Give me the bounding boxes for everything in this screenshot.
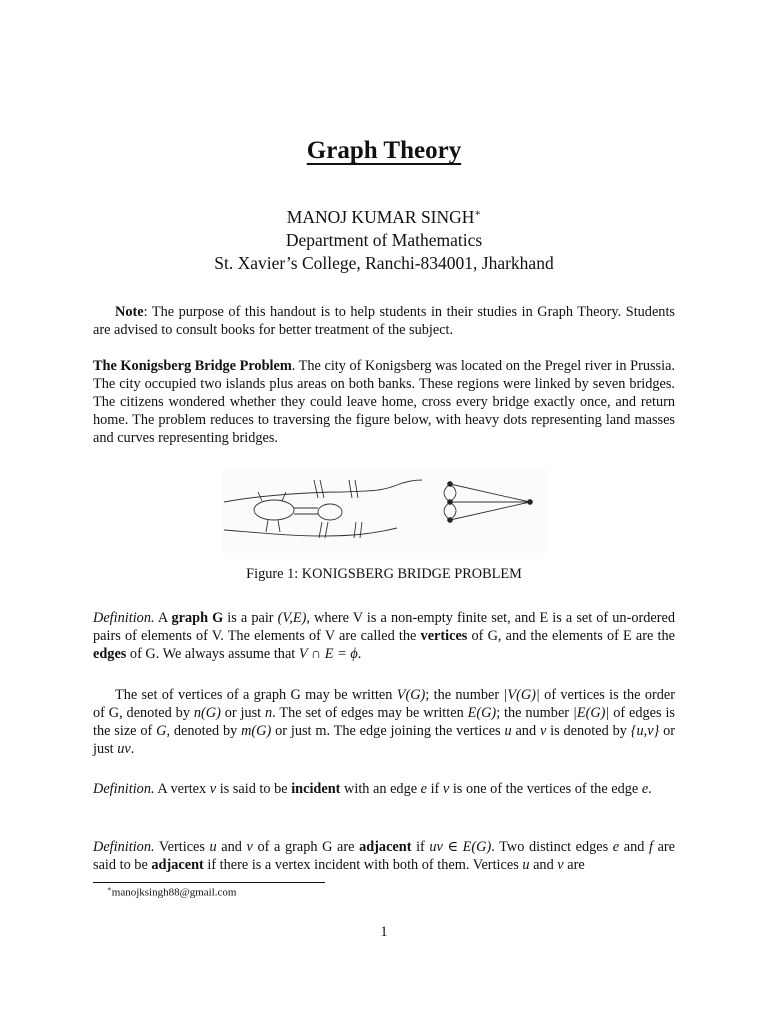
math-v: v [442, 781, 450, 797]
term-edges: edges [93, 646, 127, 662]
page-number: 1 [380, 924, 388, 940]
title-text: Graph Theory [306, 137, 462, 164]
river-map [224, 480, 422, 538]
konigsberg-figure-drawing [222, 470, 548, 553]
math-v: v [539, 723, 547, 739]
math-mg: m(G) [241, 723, 272, 739]
definition-text: and [619, 839, 649, 855]
paragraph-text: and [511, 723, 540, 739]
math-pair: (V,E) [277, 610, 307, 626]
vertices-edges-paragraph [93, 686, 675, 758]
math-uv-set: {u,v} [630, 723, 660, 739]
author-block [0, 202, 768, 275]
definition-text: are [563, 857, 585, 873]
graph-edge-5 [450, 484, 530, 502]
paragraph-text: , denoted by [166, 723, 242, 739]
footnote [107, 885, 236, 899]
term-adjacent: adjacent [359, 839, 412, 855]
paragraph-text: . The set of edges may be written [272, 705, 468, 721]
definition-adjacent [93, 838, 675, 874]
math-v: v [557, 857, 564, 873]
paragraph-text: ; the number [496, 705, 573, 721]
definition-text: if [411, 839, 430, 855]
definition-text: of a graph G are [252, 839, 360, 855]
definition-label: Definition. [93, 610, 155, 626]
definition-text: . [357, 646, 362, 662]
paragraph-text: or just m. The edge joining the vertices [271, 723, 505, 739]
note-label: Note [115, 304, 144, 320]
definition-text: and [216, 839, 247, 855]
definition-text: . Two distinct edges [491, 839, 613, 855]
term-graph: graph G [171, 610, 224, 626]
math-uv: uv [117, 741, 131, 757]
definition-text: . [648, 781, 652, 797]
definition-text: are said to be [93, 839, 676, 873]
paragraph-text: is denoted by [546, 723, 631, 739]
math-f: f [649, 839, 653, 855]
math-size: |E(G)| [572, 705, 610, 721]
konigsberg-label: The Konigsberg Bridge Problem [93, 358, 292, 374]
term-adjacent-edges: adjacent [151, 857, 204, 873]
definition-text: of G, and the elements of E are the [467, 628, 675, 644]
math-e: e [641, 781, 649, 797]
definition-text: A [154, 610, 172, 626]
paragraph-text: The set of vertices of a graph G may be written [115, 687, 397, 703]
graph-edge-7 [450, 502, 530, 520]
math-uv-in-eg: uv ∈ E(G) [429, 839, 492, 855]
bridge-1 [314, 480, 324, 498]
math-order: |V(G)| [503, 687, 540, 703]
konigsberg-paragraph [93, 357, 675, 447]
author-name: MANOJ KUMAR SINGH [286, 206, 475, 227]
riverbank-north [224, 480, 422, 502]
footnote-mark: ∗ [107, 885, 112, 893]
graph-vertex-island [448, 500, 453, 505]
paragraph-text: of edges is the size of [93, 705, 675, 739]
definition-text: and [529, 857, 558, 873]
definition-text: with an edge [340, 781, 421, 797]
bridge-graph [444, 482, 532, 523]
author-department: Department of Mathematics [285, 229, 483, 250]
konigsberg-text: . The city of Konigsberg was located on the Pregel river in Prussia. The city occupied two islands plus areas on both banks. These regions were linked by seven bridges. The citizens wondered whether they could leave home, cross every bridge exactly once, and return home. The problem reduces to traversing the figure below, with heavy dots representing land masses and curves representing bridges. [93, 358, 675, 446]
figure-caption: Figure 1: KONIGSBERG BRIDGE PROBLEM [246, 566, 522, 582]
bridge-7 [266, 520, 280, 532]
math-u: u [209, 839, 217, 855]
definition-label: Definition. [93, 839, 155, 855]
definition-text: if there is a vertex incident with both of them. Vertices [203, 857, 523, 873]
math-v: v [246, 839, 253, 855]
definition-text: is a pair [223, 610, 278, 626]
definition-text: if [427, 781, 443, 797]
paragraph-text: . [130, 741, 135, 757]
riverbank-south [224, 528, 397, 536]
paragraph-text: ; the number [425, 687, 504, 703]
math-vg: V(G) [396, 687, 426, 703]
definition-label: Definition. [93, 781, 155, 797]
graph-vertex-south [448, 518, 453, 523]
bridge-2 [349, 480, 358, 498]
island-large [254, 500, 294, 520]
footnote-email[interactable]: manojksingh88@gmail.com [111, 886, 237, 899]
graph-vertex-east [528, 500, 533, 505]
math-v: v [209, 781, 217, 797]
note-paragraph [93, 303, 675, 339]
math-e: e [612, 839, 620, 855]
math-ng: n(G) [193, 705, 221, 721]
math-u: u [522, 857, 530, 873]
bridge-5 [294, 508, 318, 514]
math-eg: E(G) [467, 705, 497, 721]
math-e: e [420, 781, 428, 797]
bridge-4 [354, 522, 362, 538]
math-n: n [265, 705, 273, 721]
paragraph-text: or just [93, 723, 676, 757]
definition-text: of G. We always assume that [126, 646, 299, 662]
definition-text: A vertex [154, 781, 210, 797]
paragraph-text: or just [220, 705, 266, 721]
definition-text: Vertices [154, 839, 210, 855]
island-small [318, 504, 342, 520]
definition-text: is said to be [216, 781, 292, 797]
paragraph-text: of vertices is the order of G, denoted by [93, 687, 675, 721]
definition-graph [93, 609, 675, 663]
footnote-rule [93, 882, 325, 883]
math-intersection: V ∩ E = ϕ [298, 646, 358, 662]
term-incident: incident [291, 781, 341, 797]
definition-text: , where V is a non-empty finite set, and E is a set of un-ordered pairs of elements of V. The elements of V are called the [93, 610, 675, 644]
math-u: u [504, 723, 512, 739]
math-g: G [156, 723, 167, 739]
graph-vertex-north [448, 482, 453, 487]
term-vertices: vertices [420, 628, 468, 644]
author-footnote-mark: ∗ [474, 208, 482, 219]
konigsberg-figure [222, 470, 548, 553]
definition-incident [93, 780, 675, 798]
author-name-line [0, 202, 768, 229]
definition-text: is one of the vertices of the edge [449, 781, 642, 797]
note-text: : The purpose of this handout is to help students in their studies in Graph Theory. Students are advised to consult books for better treatment of the subject. [93, 304, 675, 338]
author-affiliation: St. Xavier’s College, Ranchi-834001, Jharkhand [214, 252, 554, 273]
document-title [0, 137, 768, 165]
